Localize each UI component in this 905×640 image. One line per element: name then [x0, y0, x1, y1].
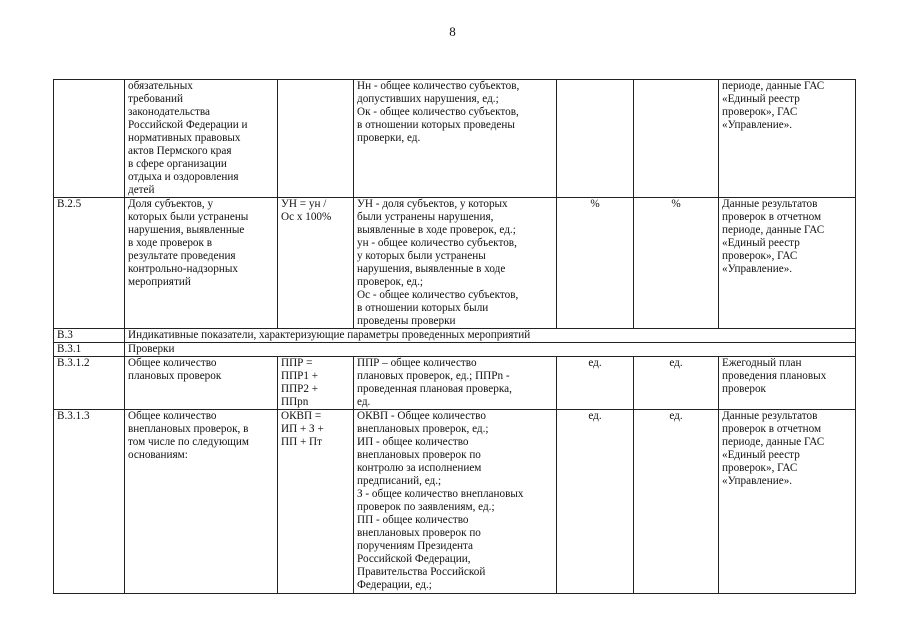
indicator-code: В.2.5: [54, 198, 125, 329]
indicator-target: %: [634, 198, 719, 329]
indicator-source: Ежегодный план проведения плановых проверок: [719, 357, 856, 410]
indicator-unit: [557, 80, 634, 198]
indicator-source: Данные результатов проверок в отчетном периоде, данные ГАС «Единый реестр проверок», ГАС «Управление».: [719, 198, 856, 329]
section-code: В.3.1: [54, 343, 125, 357]
section-row: [54, 343, 856, 357]
indicator-unit: ед.: [557, 357, 634, 410]
indicator-formula: ОКВП = ИП + З + ПП + Пт: [278, 410, 354, 594]
indicator-target: ед.: [634, 357, 719, 410]
section-title: Проверки: [125, 343, 856, 357]
indicator-unit: %: [557, 198, 634, 329]
indicators-table: [53, 79, 856, 594]
indicator-description: ОКВП - Общее количество внеплановых проверок, ед.; ИП - общее количество внеплановых проверок по контролю за исполнением предписаний, ед.; З - общее количество внеплановых проверок по заявлениям, ед.; ПП - общее количество внеплановых проверок по поручениям Президента Российской Федерации, Правительства Российской Федерации, ед.;: [354, 410, 557, 594]
indicator-name: обязательных требований законодательства Российской Федерации и нормативных правовых актов Пермского края в сфере организации отдыха и оздоровления детей: [125, 80, 278, 198]
indicator-formula: ППР = ППР1 + ППР2 + ППрn: [278, 357, 354, 410]
indicator-name: Доля субъектов, у которых были устранены нарушения, выявленные в ходе проверок в результате проведения контрольно-надзорных мероприятий: [125, 198, 278, 329]
page-number: 8: [449, 24, 456, 39]
indicator-formula: [278, 80, 354, 198]
table-row: [54, 357, 856, 410]
indicator-code: [54, 80, 125, 198]
indicator-name: Общее количество плановых проверок: [125, 357, 278, 410]
section-row: [54, 329, 856, 343]
indicator-description: УН - доля субъектов, у которых были устранены нарушения, выявленные в ходе проверок, ед.; ун - общее количество субъектов, у которых были устранены нарушения, выявленные в ходе проверок, ед.; Ос - общее количество субъектов, в отношении которых были проведены проверки: [354, 198, 557, 329]
section-title: Индикативные показатели, характеризующие параметры проведенных мероприятий: [125, 329, 856, 343]
indicator-unit: ед.: [557, 410, 634, 594]
indicator-formula: УН = ун / Ос x 100%: [278, 198, 354, 329]
indicator-source: Данные результатов проверок в отчетном периоде, данные ГАС «Единый реестр проверок», ГАС «Управление».: [719, 410, 856, 594]
table-row: [54, 198, 856, 329]
indicator-code: В.3.1.3: [54, 410, 125, 594]
section-code: В.3: [54, 329, 125, 343]
indicator-description: Нн - общее количество субъектов, допустивших нарушения, ед.; Ок - общее количество субъектов, в отношении которых проведены проверки, ед.: [354, 80, 557, 198]
table-row: [54, 80, 856, 198]
table-row: [54, 410, 856, 594]
indicator-target: [634, 80, 719, 198]
indicator-name: Общее количество внеплановых проверок, в том числе по следующим основаниям:: [125, 410, 278, 594]
indicator-target: ед.: [634, 410, 719, 594]
indicator-source: периоде, данные ГАС «Единый реестр проверок», ГАС «Управление».: [719, 80, 856, 198]
indicator-description: ППР – общее количество плановых проверок, ед.; ППРn - проведенная плановая проверка, ед.: [354, 357, 557, 410]
indicator-code: В.3.1.2: [54, 357, 125, 410]
